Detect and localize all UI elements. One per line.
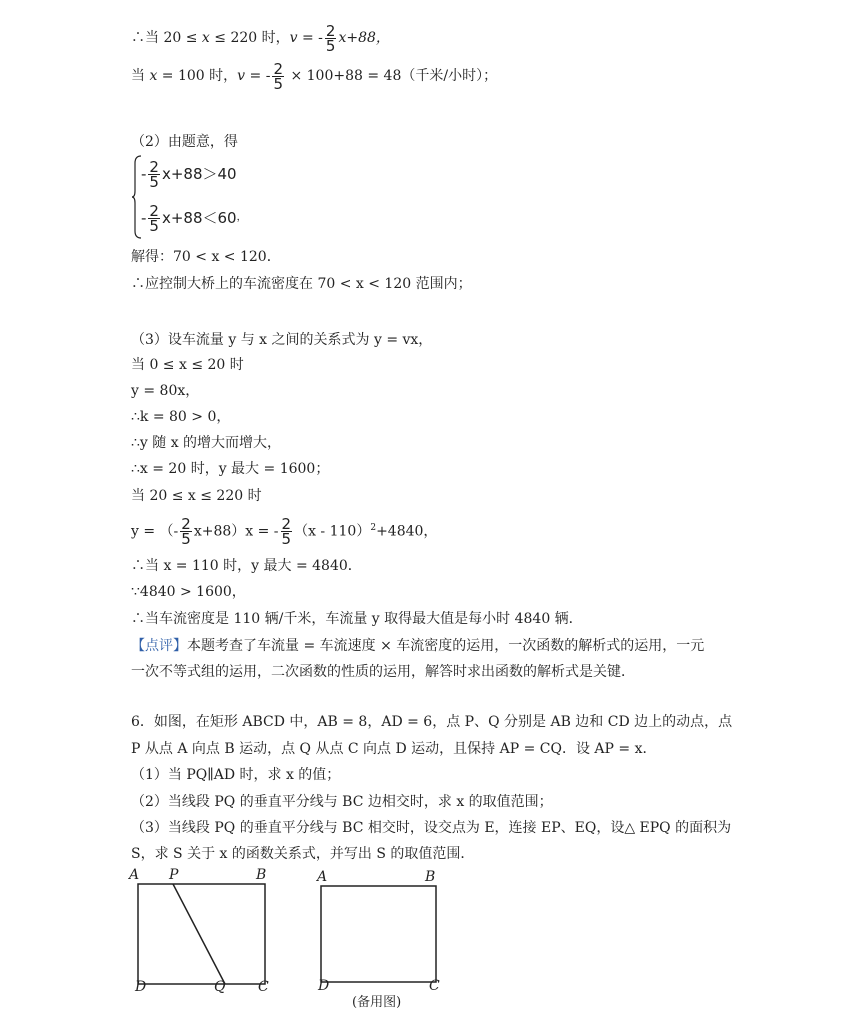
numerator: 2: [149, 202, 159, 220]
fraction: [325, 21, 337, 55]
part3-line3: ∴k = 80 > 0，: [131, 409, 231, 425]
denominator: 5: [325, 36, 336, 55]
text: 当: [131, 68, 150, 84]
part3-line4: ∴y 随 x 的增大而增大，: [131, 435, 282, 451]
fraction: [148, 204, 160, 233]
numerator: 2: [181, 515, 191, 534]
part3-line9: ∵4840 > 1600，: [131, 584, 246, 600]
problem6-line1: 6．如图，在矩形 ABCD 中，AB = 8，AD = 6，点 P、Q 分别是 AB 边和 CD 边上的动点，点: [131, 714, 733, 730]
fraction: [180, 515, 192, 549]
part1-line2: [131, 58, 497, 94]
fraction: [148, 160, 160, 189]
numerator: 2: [273, 59, 284, 78]
fraction: [272, 59, 284, 93]
part3-line10: ∴当车流密度是 110 辆/千米，车流量 y 取得最大值是每小时 4840 辆．: [131, 611, 583, 627]
label-C: C: [258, 979, 269, 994]
part1-line1: [131, 20, 390, 56]
denominator: 5: [273, 74, 284, 93]
figure-rectangle-main: [128, 864, 288, 998]
label-Q: Q: [214, 979, 226, 994]
text: y = （-: [131, 523, 179, 540]
inequality-1: - $\frac{2}{5}$ x+88＞40: [141, 158, 237, 191]
fraction: [281, 515, 293, 549]
text: ，: [236, 212, 247, 223]
text: ∴当 20 ≤: [131, 30, 202, 46]
text: （x - 110）: [294, 523, 371, 540]
part2-heading: （2）由题意，得: [131, 134, 238, 150]
text: x+88）x = -: [193, 523, 279, 540]
problem6-q1: （1）当 PQ∥AD 时，求 x 的值；: [131, 767, 341, 783]
denominator: 5: [149, 173, 159, 191]
text: 本题考查了车流量 = 车流速度 × 车流密度的运用，一次函数的解析式的运用，一元: [187, 638, 705, 654]
part2-conclusion: ∴应控制大桥上的车流密度在 70 < x < 120 范围内；: [131, 276, 472, 292]
part3-line1: 当 0 ≤ x ≤ 20 时: [131, 357, 244, 373]
part2-solve: 解得：70 < x < 120．: [131, 249, 281, 265]
var-x: x: [201, 30, 210, 46]
comment-line1: [131, 637, 704, 655]
denominator: 5: [281, 530, 292, 549]
inequality-2: - $\frac{2}{5}$ x+88＜60，: [141, 202, 247, 235]
numerator: 2: [325, 21, 336, 40]
comment-line2: 一次不等式组的运用，二次函数的性质的运用，解答时求出函数的解析式是关键．: [131, 664, 635, 680]
label-P: P: [169, 867, 179, 883]
label-B: B: [425, 869, 436, 885]
var-x: x: [149, 68, 158, 84]
backup-caption: (备用图): [352, 995, 402, 1010]
problem6-q2: （2）当线段 PQ 的垂直平分线与 BC 边相交时，求 x 的取值范围；: [131, 794, 553, 810]
comment-tag: 【点评】: [131, 638, 187, 654]
part3-heading: （3）设车流量 y 与 x 之间的关系式为 y = vx，: [131, 332, 433, 348]
text: = 100 时，: [157, 68, 238, 84]
part3-line5: ∴x = 20 时，y 最大 = 1600；: [131, 461, 330, 477]
part3-line6: 当 20 ≤ x ≤ 220 时: [131, 488, 262, 504]
label-A: A: [129, 867, 140, 883]
problem6-q3a: （3）当线段 PQ 的垂直平分线与 BC 相交时，设交点为 E，连接 EP、EQ，设△ EPQ 的面积为: [131, 820, 732, 836]
part3-line2: y = 80x，: [131, 383, 200, 399]
text: ≤ 220 时，: [209, 30, 290, 46]
text: = -: [245, 68, 271, 84]
denominator: 5: [149, 217, 159, 235]
figure-rectangle-backup: [312, 864, 452, 1018]
denominator: 5: [181, 530, 191, 549]
text: x+88，: [338, 30, 390, 46]
exponent: 2: [370, 523, 377, 533]
part3-line8: ∴当 x = 110 时，y 最大 = 4840．: [131, 558, 362, 574]
var-v: v: [237, 68, 246, 84]
label-C: C: [429, 978, 440, 994]
problem6-line2: P 从点 A 向点 B 运动，点 Q 从点 C 向点 D 运动，且保持 AP = CQ．设 AP = x．: [131, 741, 657, 757]
text: = -: [297, 30, 323, 46]
numerator: 2: [281, 515, 292, 534]
problem6-q3b: S，求 S 关于 x 的函数关系式，并写出 S 的取值范围．: [131, 846, 475, 862]
text: +4840，: [376, 523, 438, 540]
label-D: D: [318, 978, 330, 994]
part3-line7: [131, 510, 438, 549]
label-B: B: [256, 867, 267, 883]
label-D: D: [135, 979, 147, 994]
text: x+88＜60: [161, 209, 237, 227]
label-A: A: [317, 869, 328, 885]
numerator: 2: [149, 158, 159, 176]
text: x+88＞40: [161, 165, 237, 183]
var-v: v: [289, 30, 298, 46]
text: × 100+88 = 48（千米/小时）；: [286, 68, 498, 84]
